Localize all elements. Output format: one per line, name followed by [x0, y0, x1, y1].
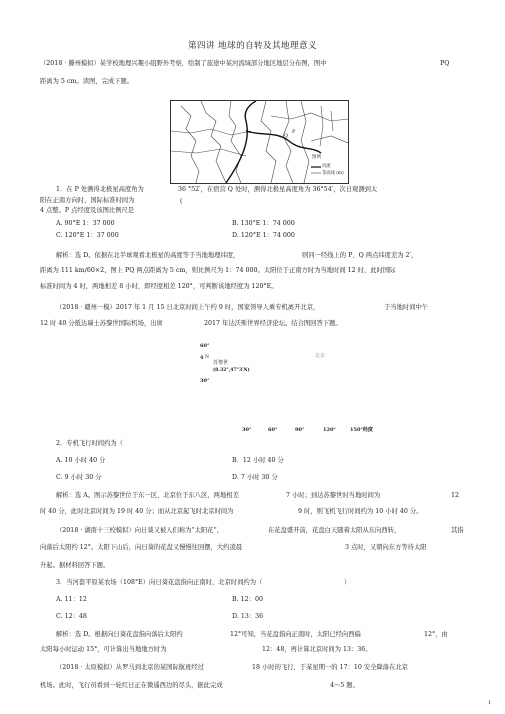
a2-line1-b: 7 小时；到达苏黎世时当地时间为: [286, 492, 381, 499]
q2-stem: 2．专机飞行时间约为（: [56, 440, 123, 447]
a1-line3: 标准时间为 4 时，两地相差 8 小时，即经度相差 120°，可判断该地经度为 120°E。: [40, 283, 278, 290]
q3-stem: 3．当河套平原某农场（108°E）向日葵花盘指向正南时，北京时间约为（: [56, 579, 263, 586]
q1-option-b: B. 130°E 1：74 000: [232, 220, 295, 227]
intro2-line2-b: 2017 年达沃斯世界经济论坛。结合图回答下题。: [204, 320, 342, 327]
intro3-line3: 升起。据材料回答下题。: [40, 562, 110, 569]
map-legend: [309, 152, 347, 182]
fig-coord-zurich: (8.32°,47°3′N): [213, 368, 250, 373]
a2-line2-b: 9 时，则飞机飞行时间约为 10 小时 40 分。: [298, 508, 423, 515]
a2-line1-c: 12: [451, 492, 460, 499]
fig-lon-60: 60°: [268, 427, 278, 433]
q3-option-a: A. 11：12: [56, 596, 87, 603]
a3-line1-b: 12°可知，当花盘指向正南时，太阳已经向西偏: [230, 631, 361, 638]
intro2-line1-b: 于当地时间中午: [384, 304, 429, 311]
map-label-p: P: [292, 129, 296, 135]
q1-line3: 4 点整。P 点经度及该图比例尺是: [40, 207, 135, 214]
fig-lon-30: 30°: [242, 427, 252, 433]
fig-lat-30: 30°: [200, 378, 210, 384]
intro4-line2-b: 4～5 题。: [330, 682, 359, 689]
a1-line2: 距离为 111 km/60×2，图上 PQ 两点距离为 5 cm，则比例尺为 1：74 000。太阳位于正南方时为当地时间 12 时，此时国际: [40, 267, 396, 274]
intro3-line2-b: 3 点时，又朝向东方等待太阳: [345, 544, 427, 551]
q1-option-a: A. 90°E 1：37 000: [56, 220, 115, 227]
intro4-line1-b: 18 小时的飞行，于某星期一的 17：10 安全降落在北京: [252, 664, 408, 671]
q3-stem-end: ）: [344, 579, 351, 586]
a2-line1: 解析：选 A。图示苏黎世位于东一区、北京位于东八区，两地相差: [56, 492, 239, 499]
legend-river: 河流: [322, 164, 331, 169]
fig-city-beijing: 北京: [315, 353, 326, 359]
intro4-line1: （2018 · 太原模拟）从罗马到北京的某国际航班经过: [56, 664, 204, 671]
q2-option-d: D. 7 小时 30 分: [232, 474, 278, 481]
intro1-line1: （2018 · 滕州模拟）某学校地理兴趣小组野外考察，绘制了旅途中某河流域部分地区地层分布图，图中: [40, 60, 327, 67]
a3-line2-b: 12：48，再计算北京时间为 13：36。: [262, 646, 372, 653]
page-title: 第四讲 地球的自转及其地理意义: [187, 41, 318, 51]
q3-option-b: B. 12：00: [232, 596, 263, 603]
q2-option-b: B．12 小时 40 分: [232, 457, 284, 464]
intro4-line2: 机场。此时，飞行员看到一轮红日正在微遥西边的尽头，据此完成: [40, 682, 223, 689]
intro2-line2: 12 时 40 分抵达瑞士苏黎世国际机场，出席: [40, 320, 163, 327]
fig-lon-90: 90°: [295, 427, 305, 433]
intro3-line1: （2018 · 湖南十三校模拟）向日葵又被人们称为“太阳花”，: [56, 527, 223, 534]
a3-line2: 太阳每小时运动 15°，可计算出当地地方时为: [40, 646, 167, 653]
q2-option-a: A. 10 小时 40 分: [56, 457, 106, 464]
a1-line1-b: 则同一经线上的 P、Q 两点纬度差为 2′，: [302, 252, 418, 259]
legend-contour: 等高线 (m): [322, 171, 344, 176]
a3-line1: 解析：选 D。根据向日葵花盘指向落后太阳约: [56, 631, 183, 638]
intro3-line1-c: 其指: [451, 527, 464, 534]
a1-line1: 解析：选 D。依据在北半球观看北极星的高度等于当地地理纬度，: [56, 252, 240, 259]
a2-line2: 时 40 分，此时北京时间为 19 时 40 分；而从北京起飞时北京时间为: [40, 508, 234, 515]
fig-lat-4: 4: [200, 355, 204, 361]
fig-city-zurich: 苏黎世: [213, 360, 229, 366]
fig-lon-120: 120°: [323, 427, 336, 433]
legend-title: 图例: [312, 155, 321, 160]
page-number: 1: [487, 700, 491, 706]
fig-lat-60: 60°: [200, 343, 210, 349]
q1-line1: 1．在 P 处测得北极星高度角为: [56, 186, 144, 193]
q1-line1-b: 36 °52′，在宿营 Q 处时，测得北极星高度角为 36°54′，次日观测到太: [178, 186, 378, 193]
q1-line2-paren: (: [180, 198, 183, 205]
q1-option-c: C. 120°E 1：37 000: [56, 232, 119, 239]
intro3-line2: 向落后太阳约 12°。太阳下山后，向日葵的花盘又慢慢往回摆，大约凌晨: [40, 544, 243, 551]
q3-option-d: D. 13：36: [232, 613, 264, 620]
a3-line1-c: 12°，由: [424, 631, 448, 638]
intro3-line1-b: 在花盘盛开前，花盘白天随着太阳从东向西转，: [268, 527, 401, 534]
fig-lat-n: N: [205, 355, 209, 360]
map-label-q: Q: [284, 133, 289, 139]
fig-lon-150: 150°经度: [350, 427, 373, 433]
q1-line2: 阳在正南方向时，国际标准时间为: [40, 197, 135, 204]
intro2-line1: （2018 · 赣州一模）2017 年 1 月 15 日北京时间上午约 9 时，国家领导人乘专机离开北京，: [56, 304, 320, 311]
legend-swatches: [311, 165, 321, 175]
intro1-line2: 距离为 5 cm。读图，完成下题。: [40, 78, 134, 85]
intro1-pq: PQ: [440, 60, 450, 67]
q1-option-d: D. 120°E 1：74 000: [232, 232, 295, 239]
q2-option-c: C. 9 小时 30 分: [56, 474, 102, 481]
q3-option-c: C. 12：48: [56, 613, 87, 620]
